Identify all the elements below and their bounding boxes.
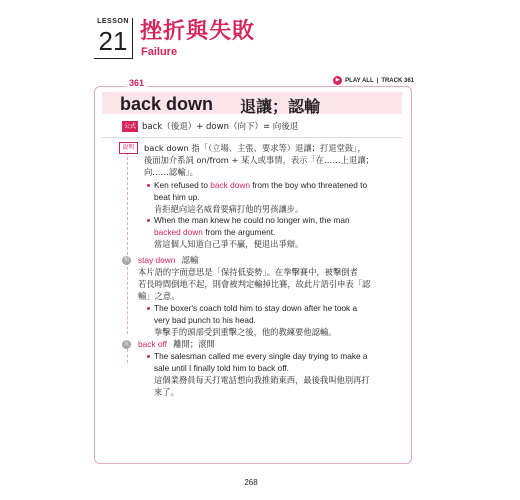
- example-zh: 這個業務員每天打電話想向我推銷東西，最後我叫他別再打: [154, 375, 370, 385]
- bracket-line: [127, 147, 128, 255]
- related-desc: 輸」之意。: [138, 291, 180, 301]
- bullet-icon: [147, 307, 150, 310]
- page-number: 268: [244, 478, 258, 487]
- example-zh: 來了。: [154, 387, 179, 397]
- book-page: [82, 0, 420, 500]
- lesson-title-zh: 挫折與失敗: [140, 19, 256, 44]
- explain-line: 向……認輸」。: [144, 167, 198, 177]
- example-en: Ken refused to back down from the boy who threatened to: [154, 180, 368, 190]
- headword-en: back down: [120, 94, 214, 114]
- example-en: The boxer's coach told him to stay down after he took a: [154, 303, 358, 313]
- related-phrase: stay down 認輸: [138, 255, 199, 265]
- play-circle-icon[interactable]: ▶: [333, 76, 342, 85]
- lesson-title-en: Failure: [141, 46, 178, 58]
- bullet-icon: [147, 219, 150, 222]
- example-zh: 當這個人知道自己爭不贏，便退出爭辯。: [154, 239, 304, 249]
- related-desc: 若長時間倒地不起，則會被判定輸掉比賽，故此片語引申表「認: [138, 279, 371, 289]
- example-zh: 肯拒絕向這名威脅要痛打他的男孩讓步。: [154, 204, 304, 214]
- divider: [102, 137, 402, 138]
- bullet-icon: [147, 184, 150, 187]
- lesson-badge: [94, 18, 133, 59]
- related-icon: 反: [123, 341, 129, 347]
- track-number: 361: [126, 78, 147, 88]
- explain-tag: 說明: [119, 142, 138, 154]
- example-en: very bad punch to his head.: [154, 315, 256, 325]
- play-all-button[interactable]: PLAY ALL: [345, 77, 374, 84]
- headword-zh: 退讓；認輸: [240, 97, 321, 116]
- formula-text: back（後退）+ down（向下）= 向後退: [142, 122, 299, 132]
- explain-line: 後面加介系詞 on/from + 某人或事情，表示「在……上退讓；: [144, 155, 374, 165]
- example-en: beat him up.: [154, 192, 200, 202]
- example-en: backed down from the argument.: [154, 227, 276, 237]
- example-en: sale until I finally told him to back off.: [154, 363, 289, 373]
- bracket-line: [127, 262, 128, 334]
- related-phrase: back off 離開；滾開: [138, 339, 215, 349]
- example-en: The salesman called me every single day trying to make a: [154, 351, 368, 361]
- example-zh: 拳擊手的頭部受到重擊之後，他的教練要他認輸。: [154, 327, 337, 337]
- lesson-number: 21: [98, 26, 128, 56]
- related-desc: 本片語的字面意思是「保持低姿勢」。在拳擊賽中，被擊倒者: [138, 267, 358, 277]
- related-icon: 相: [123, 257, 129, 263]
- lesson-label: LESSON: [97, 18, 129, 25]
- separator: |: [376, 77, 379, 84]
- formula-tag: 公式: [123, 123, 136, 130]
- example-en: When the man knew he could no longer win, the man: [154, 215, 350, 225]
- track-label[interactable]: TRACK 361: [381, 77, 414, 84]
- explain-line: back down 指「（立場、主張、要求等）退讓；打退堂鼓」，: [144, 143, 366, 153]
- audio-controls: [333, 76, 414, 85]
- bullet-icon: [147, 355, 150, 358]
